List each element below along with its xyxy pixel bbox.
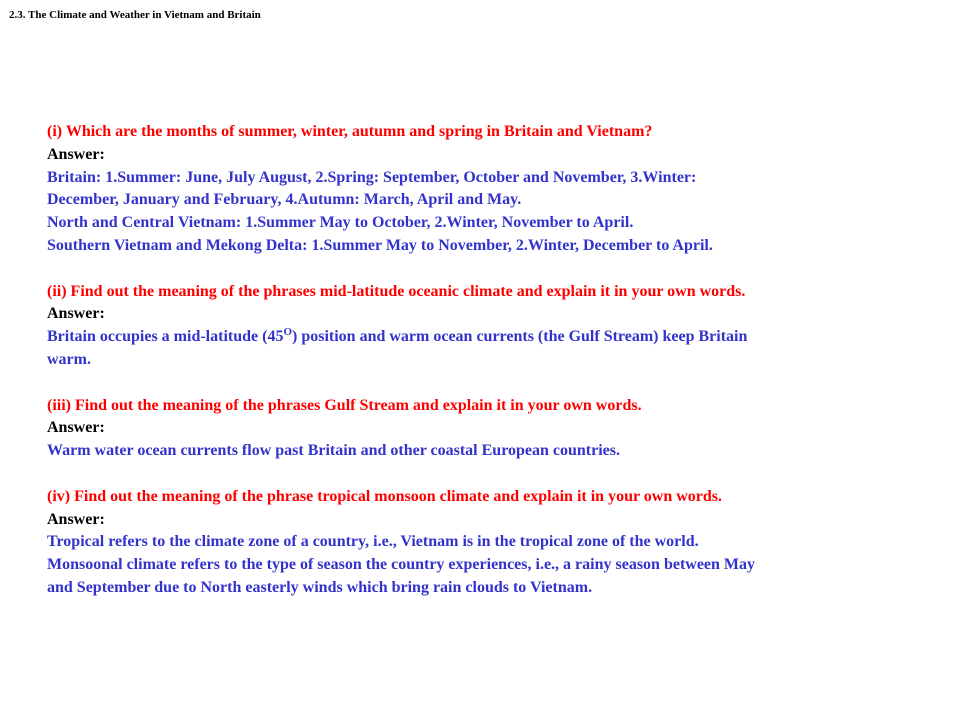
answer-4-line: Monsoonal climate refers to the type of season the country experiences, i.e., a rainy season between May (47, 556, 756, 574)
answer-label-2: Answer: (47, 305, 105, 323)
question-2: (ii) Find out the meaning of the phrases mid-latitude oceanic climate and explain it in your own words. (47, 282, 746, 300)
answer-label-1: Answer: (47, 145, 105, 163)
answer-1-line: Britain: 1.Summer: June, July August, 2.Spring: September, October and November, 3.Winter: (47, 168, 697, 186)
degree-superscript: O (283, 326, 292, 339)
answer-label-4: Answer: (47, 510, 105, 528)
answer-1-line: December, January and February, 4.Autumn: March, April and May. (47, 191, 522, 209)
answer-2-text-before: Britain occupies a mid-latitude (45 (47, 328, 284, 346)
answer-2-text-after: ) position and warm ocean currents (the Gulf Stream) keep Britain (292, 328, 748, 346)
spacer (47, 372, 927, 395)
answer-label-3: Answer: (47, 419, 105, 437)
answer-3-line: Warm water ocean currents flow past Britain and other coastal European countries. (47, 442, 621, 460)
answer-1-line: Southern Vietnam and Mekong Delta: 1.Summer May to November, 2.Winter, December to April. (47, 236, 713, 254)
question-4: (iv) Find out the meaning of the phrase tropical monsoon climate and explain it in your own words. (47, 487, 723, 505)
question-3: (iii) Find out the meaning of the phrases Gulf Stream and explain it in your own words. (47, 396, 642, 414)
answer-4-line: Tropical refers to the climate zone of a country, i.e., Vietnam is in the tropical zone of the world. (47, 533, 699, 551)
spacer (47, 258, 927, 281)
qa-content (47, 121, 927, 600)
answer-4-line: and September due to North easterly winds which bring rain clouds to Vietnam. (47, 578, 593, 596)
question-1: (i) Which are the months of summer, winter, autumn and spring in Britain and Vietnam? (47, 123, 653, 140)
spacer (47, 463, 927, 486)
answer-1-line: North and Central Vietnam: 1.Summer May to October, 2.Winter, November to April. (47, 214, 634, 232)
answer-2-line: warm. (47, 350, 91, 368)
slide-title: 2.3. The Climate and Weather in Vietnam and Britain (9, 9, 261, 21)
answer-2-line (47, 326, 927, 349)
